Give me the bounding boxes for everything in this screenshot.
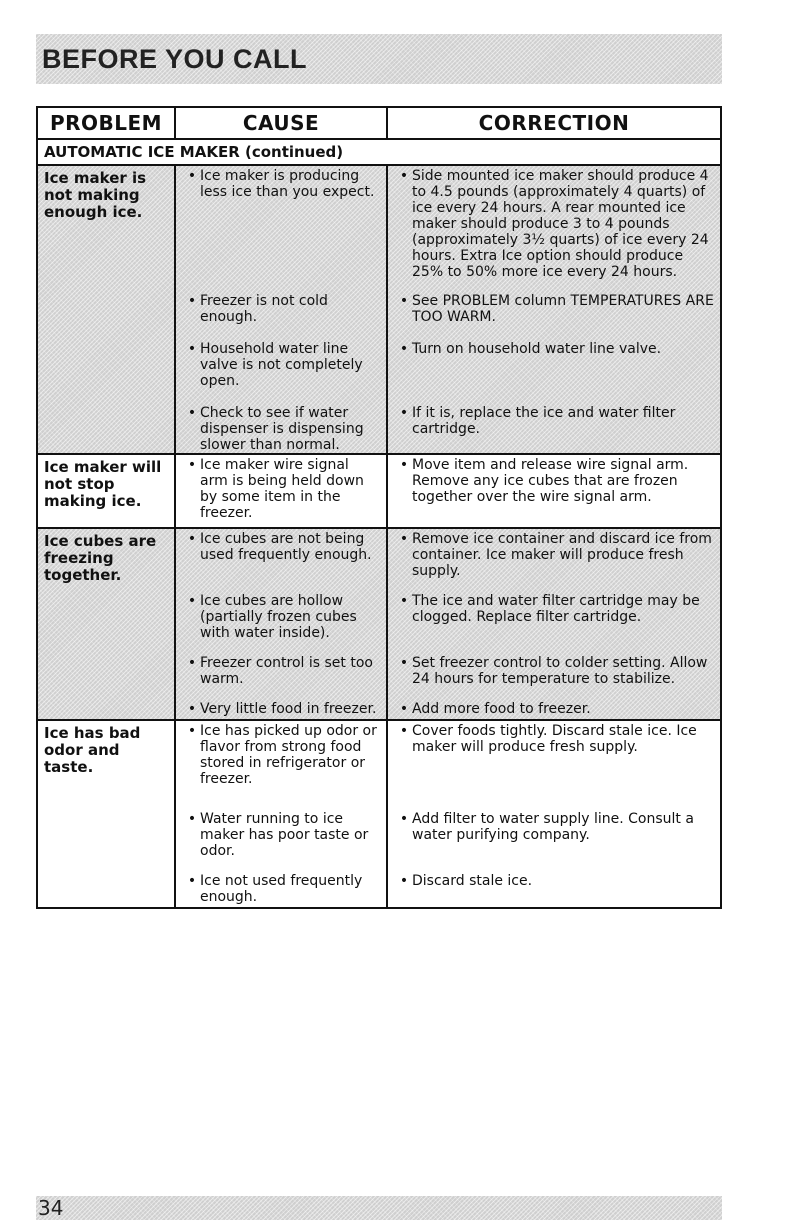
list-item: • Ice not used frequently enough. <box>184 873 380 907</box>
list-item: • Add more food to freezer. <box>396 701 714 719</box>
problem-cell: Ice maker will not stop making ice. <box>38 455 176 527</box>
list-item: • Ice maker is producing less ice than you expect. <box>184 168 380 293</box>
cause-cell <box>176 529 388 719</box>
bullet-icon: • <box>399 811 409 827</box>
list-item: • Side mounted ice maker should produce 4 to 4.5 pounds (approximately 4 quarts) of ice every 24 hours. A rear mounted ice maker should produce 3 to 4 pounds (approximately 3½ quarts) of ice every 24 hours. Extra Ice option should produce 25% to 50% more ice every 24 hours. <box>396 168 714 293</box>
problem-cell: Ice maker is not making enough ice. <box>38 166 176 453</box>
bullet-icon: • <box>187 873 197 889</box>
list-item: • Water running to ice maker has poor taste or odor. <box>184 811 380 873</box>
list-item: • Ice cubes are hollow (partially frozen cubes with water inside). <box>184 593 380 655</box>
bullet-icon: • <box>187 723 197 739</box>
list-item: • Freezer control is set too warm. <box>184 655 380 701</box>
list-item: • Add filter to water supply line. Consult a water purifying company. <box>396 811 714 873</box>
list-item: • Ice maker wire signal arm is being held down by some item in the freezer. <box>184 457 380 527</box>
bullet-icon: • <box>399 723 409 739</box>
header-correction: CORRECTION <box>478 111 630 135</box>
list-item: • See PROBLEM column TEMPERATURES ARE TOO WARM. <box>396 293 714 341</box>
bullet-icon: • <box>187 457 197 473</box>
correction-cell <box>388 721 720 907</box>
bullet-icon: • <box>187 593 197 609</box>
footer-bar <box>36 1196 722 1220</box>
bullet-icon: • <box>187 655 197 671</box>
list-item: • Ice cubes are not being used frequently enough. <box>184 531 380 593</box>
bullet-icon: • <box>399 873 409 889</box>
bullet-icon: • <box>399 655 409 671</box>
list-item: • Household water line valve is not completely open. <box>184 341 380 405</box>
list-item: • Check to see if water dispenser is dispensing slower than normal. <box>184 405 380 453</box>
header-problem: PROBLEM <box>38 108 176 138</box>
list-item: • Remove ice container and discard ice from container. Ice maker will produce fresh supply. <box>396 531 714 593</box>
correction-cell <box>388 455 720 527</box>
bullet-icon: • <box>187 405 197 421</box>
list-item: • Turn on household water line valve. <box>396 341 714 405</box>
correction-cell <box>388 529 720 719</box>
bullet-icon: • <box>399 293 409 309</box>
bullet-icon: • <box>187 701 197 717</box>
bullet-icon: • <box>399 405 409 421</box>
bullet-icon: • <box>187 811 197 827</box>
page-number: 34 <box>38 1196 64 1220</box>
table-row <box>38 455 720 529</box>
bullet-icon: • <box>399 168 409 184</box>
bullet-icon: • <box>399 531 409 547</box>
table-row <box>38 166 720 455</box>
list-item: • Ice has picked up odor or flavor from strong food stored in refrigerator or freezer. <box>184 723 380 811</box>
problem-cell: Ice has bad odor and taste. <box>38 721 176 907</box>
bullet-icon: • <box>399 701 409 717</box>
correction-cell <box>388 166 720 453</box>
cause-cell <box>176 721 388 907</box>
bullet-icon: • <box>187 531 197 547</box>
list-item: • If it is, replace the ice and water filter cartridge. <box>396 405 714 453</box>
table-row <box>38 721 720 907</box>
page-title: BEFORE YOU CALL <box>42 43 308 74</box>
title-bar <box>36 34 722 84</box>
list-item: • The ice and water filter cartridge may be clogged. Replace filter cartridge. <box>396 593 714 655</box>
list-item: • Very little food in freezer. <box>184 701 380 719</box>
cause-cell <box>176 166 388 453</box>
bullet-icon: • <box>399 457 409 473</box>
cause-cell <box>176 455 388 527</box>
table-header <box>38 108 720 140</box>
section-heading: AUTOMATIC ICE MAKER (continued) <box>38 140 720 166</box>
bullet-icon: • <box>187 341 197 357</box>
bullet-icon: • <box>399 593 409 609</box>
bullet-icon: • <box>187 168 197 184</box>
list-item: • Discard stale ice. <box>396 873 714 907</box>
bullet-icon: • <box>187 293 197 309</box>
list-item: • Freezer is not cold enough. <box>184 293 380 341</box>
table-row <box>38 529 720 721</box>
bullet-icon: • <box>399 341 409 357</box>
list-item: • Set freezer control to colder setting. Allow 24 hours for temperature to stabilize. <box>396 655 714 701</box>
list-item: • Move item and release wire signal arm. Remove any ice cubes that are frozen together over the wire signal arm. <box>396 457 714 527</box>
problem-cell: Ice cubes are freezing together. <box>38 529 176 719</box>
header-cause: CAUSE <box>176 108 388 138</box>
list-item: • Cover foods tightly. Discard stale ice. Ice maker will produce fresh supply. <box>396 723 714 811</box>
troubleshooting-table <box>36 106 722 909</box>
